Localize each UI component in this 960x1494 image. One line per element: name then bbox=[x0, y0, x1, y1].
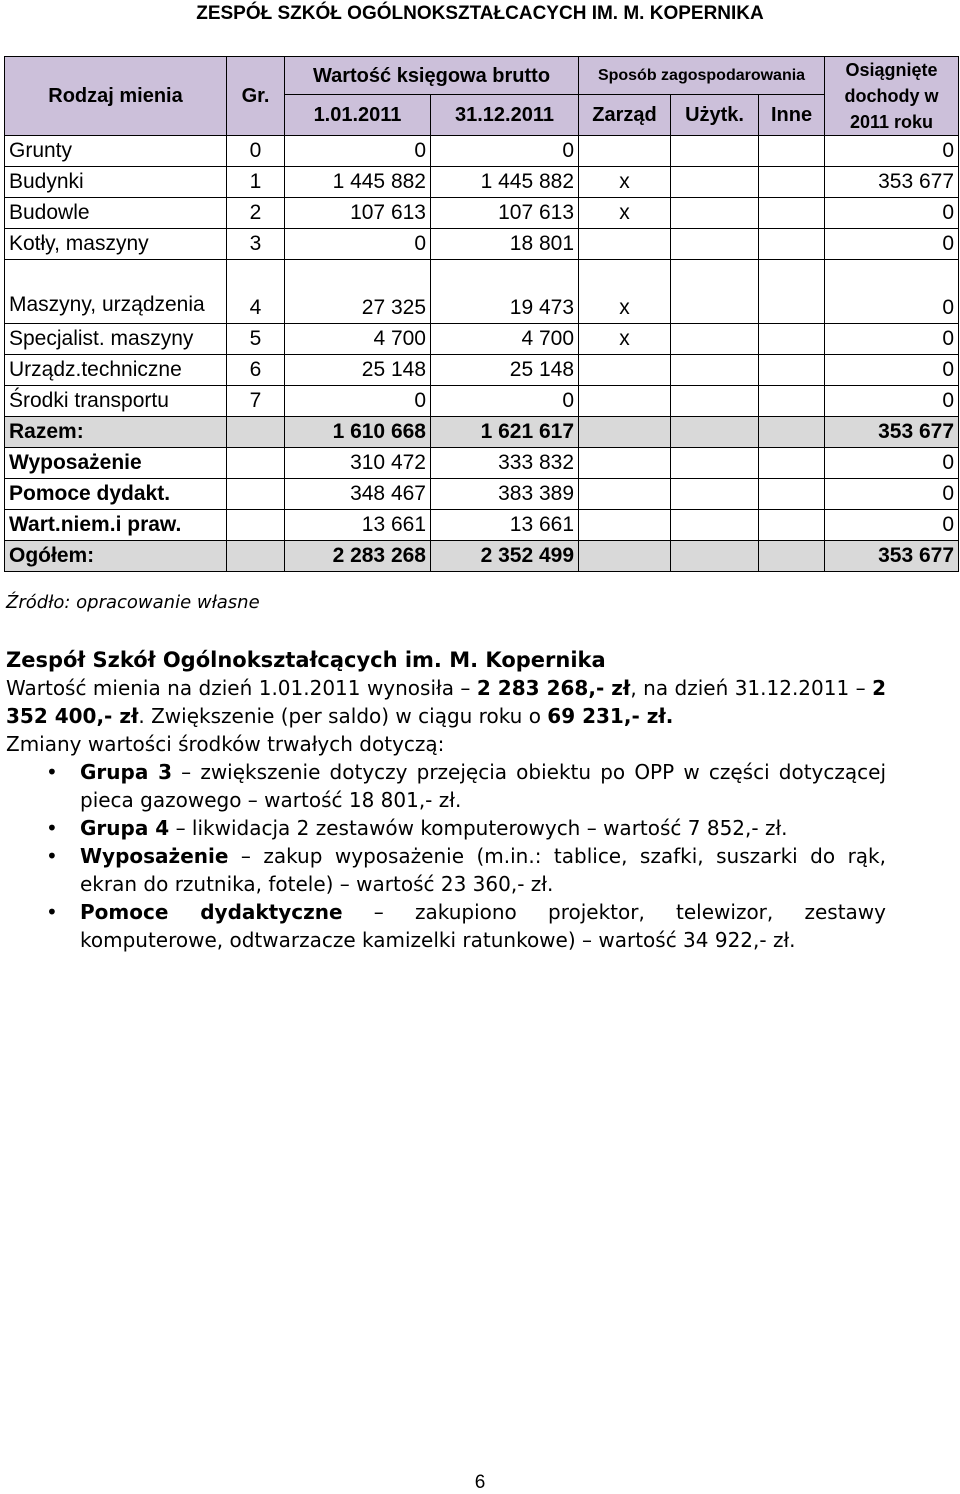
cell-name: Wyposażenie bbox=[5, 448, 227, 479]
cell-uzytk bbox=[671, 479, 759, 510]
list-item-title: Grupa 3 bbox=[80, 760, 173, 784]
cell-value-start: 107 613 bbox=[285, 198, 431, 229]
cell-inne bbox=[759, 541, 825, 572]
table-row bbox=[5, 260, 959, 324]
cell-inne bbox=[759, 167, 825, 198]
header-inne: Inne bbox=[759, 95, 825, 136]
cell-income: 353 677 bbox=[825, 417, 959, 448]
list-item-text: – zakup wyposażenie (m.in.: tablice, szafki, suszarki do rąk, ekran do rzutnika, fotele) – wartość 23 360,- zł. bbox=[80, 844, 886, 896]
cell-value-start: 348 467 bbox=[285, 479, 431, 510]
cell-uzytk bbox=[671, 167, 759, 198]
cell-inne bbox=[759, 229, 825, 260]
cell-uzytk bbox=[671, 260, 759, 324]
cell-income: 0 bbox=[825, 260, 959, 324]
cell-name: Specjalist. maszyny bbox=[5, 324, 227, 355]
header-group: Gr. bbox=[227, 57, 285, 136]
table-row bbox=[5, 324, 959, 355]
table-row bbox=[5, 136, 959, 167]
cell-inne bbox=[759, 510, 825, 541]
cell-group bbox=[227, 541, 285, 572]
cell-value-start: 0 bbox=[285, 136, 431, 167]
cell-zarzad: x bbox=[579, 198, 671, 229]
cell-inne bbox=[759, 479, 825, 510]
cell-zarzad bbox=[579, 136, 671, 167]
cell-income: 0 bbox=[825, 324, 959, 355]
cell-inne bbox=[759, 386, 825, 417]
cell-income: 0 bbox=[825, 510, 959, 541]
list-item-text: – likwidacja 2 zestawów komputerowych – wartość 7 852,- zł. bbox=[169, 816, 788, 840]
cell-zarzad: x bbox=[579, 167, 671, 198]
cell-group: 5 bbox=[227, 324, 285, 355]
cell-zarzad bbox=[579, 355, 671, 386]
body-text bbox=[6, 646, 886, 954]
cell-value-end: 18 801 bbox=[431, 229, 579, 260]
cell-income: 0 bbox=[825, 448, 959, 479]
cell-value-start: 1 445 882 bbox=[285, 167, 431, 198]
cell-name: Kotły, maszyny bbox=[5, 229, 227, 260]
cell-zarzad: x bbox=[579, 260, 671, 324]
header-uzytk: Użytk. bbox=[671, 95, 759, 136]
cell-value-end: 19 473 bbox=[431, 260, 579, 324]
cell-zarzad bbox=[579, 448, 671, 479]
cell-inne bbox=[759, 448, 825, 479]
table-row bbox=[5, 479, 959, 510]
table-row bbox=[5, 448, 959, 479]
list-item-title: Wyposażenie bbox=[80, 844, 229, 868]
cell-value-end: 107 613 bbox=[431, 198, 579, 229]
summary-text: . Zwiększenie (per saldo) w ciągu roku o bbox=[138, 704, 548, 728]
cell-value-start: 13 661 bbox=[285, 510, 431, 541]
cell-uzytk bbox=[671, 510, 759, 541]
cell-value-start: 310 472 bbox=[285, 448, 431, 479]
section-heading: Zespół Szkół Ogólnokształcących im. M. Kopernika bbox=[6, 648, 606, 672]
cell-group bbox=[227, 448, 285, 479]
cell-group: 6 bbox=[227, 355, 285, 386]
cell-name: Budowle bbox=[5, 198, 227, 229]
summary-text: Wartość mienia na dzień 1.01.2011 wynosiła – bbox=[6, 676, 477, 700]
cell-inne bbox=[759, 324, 825, 355]
value-summary-paragraph bbox=[6, 674, 886, 730]
header-date-end: 31.12.2011 bbox=[431, 95, 579, 136]
list-item bbox=[80, 814, 886, 842]
cell-name: Grunty bbox=[5, 136, 227, 167]
list-item bbox=[80, 842, 886, 898]
list-item-text: – zakupiono projektor, telewizor, zestawy komputerowe, odtwarzacze kamizelki ratunkowe) – wartość 34 922,- zł. bbox=[80, 900, 886, 952]
cell-inne bbox=[759, 417, 825, 448]
cell-uzytk bbox=[671, 541, 759, 572]
cell-value-end: 1 621 617 bbox=[431, 417, 579, 448]
cell-group: 4 bbox=[227, 260, 285, 324]
cell-name: Ogółem: bbox=[5, 541, 227, 572]
cell-group bbox=[227, 417, 285, 448]
cell-value-start: 0 bbox=[285, 386, 431, 417]
header-date-start: 1.01.2011 bbox=[285, 95, 431, 136]
table-row bbox=[5, 198, 959, 229]
summary-value-start: 2 283 268,- zł bbox=[476, 676, 631, 700]
cell-uzytk bbox=[671, 229, 759, 260]
header-gross-value: Wartość księgowa brutto bbox=[285, 57, 579, 95]
cell-name: Pomoce dydakt. bbox=[5, 479, 227, 510]
cell-value-start: 1 610 668 bbox=[285, 417, 431, 448]
cell-group bbox=[227, 510, 285, 541]
cell-uzytk bbox=[671, 386, 759, 417]
table-row bbox=[5, 386, 959, 417]
cell-value-start: 0 bbox=[285, 229, 431, 260]
list-item-title: Grupa 4 bbox=[80, 816, 170, 840]
header-income: Osiągnięte dochody w 2011 roku bbox=[825, 57, 959, 136]
cell-zarzad bbox=[579, 541, 671, 572]
cell-inne bbox=[759, 260, 825, 324]
cell-inne bbox=[759, 198, 825, 229]
cell-zarzad bbox=[579, 510, 671, 541]
table-row-total bbox=[5, 541, 959, 572]
cell-income: 0 bbox=[825, 136, 959, 167]
cell-inne bbox=[759, 136, 825, 167]
table-row bbox=[5, 510, 959, 541]
cell-group: 0 bbox=[227, 136, 285, 167]
cell-zarzad bbox=[579, 417, 671, 448]
cell-zarzad bbox=[579, 479, 671, 510]
table-row bbox=[5, 229, 959, 260]
cell-group: 3 bbox=[227, 229, 285, 260]
table-row-subtotal bbox=[5, 417, 959, 448]
cell-name: Środki transportu bbox=[5, 386, 227, 417]
cell-value-end: 0 bbox=[431, 386, 579, 417]
header-management: Sposób zagospodarowania bbox=[579, 57, 825, 95]
cell-income: 0 bbox=[825, 355, 959, 386]
page-title: ZESPÓŁ SZKÓŁ OGÓLNOKSZTAŁCACYCH IM. M. KOPERNIKA bbox=[196, 3, 764, 24]
cell-zarzad: x bbox=[579, 324, 671, 355]
summary-text: , na dzień 31.12.2011 – bbox=[630, 676, 873, 700]
cell-group: 2 bbox=[227, 198, 285, 229]
cell-zarzad bbox=[579, 386, 671, 417]
changes-intro: Zmiany wartości środków trwałych dotyczą: bbox=[6, 732, 445, 756]
cell-value-start: 25 148 bbox=[285, 355, 431, 386]
cell-name: Budynki bbox=[5, 167, 227, 198]
cell-income: 0 bbox=[825, 198, 959, 229]
cell-name: Wart.niem.i praw. bbox=[5, 510, 227, 541]
cell-group bbox=[227, 479, 285, 510]
changes-list bbox=[6, 758, 886, 954]
summary-value-end: 2 352 400,- zł bbox=[6, 676, 887, 728]
cell-value-start: 27 325 bbox=[285, 260, 431, 324]
cell-value-end: 2 352 499 bbox=[431, 541, 579, 572]
cell-income: 0 bbox=[825, 479, 959, 510]
header-type: Rodzaj mienia bbox=[5, 57, 227, 136]
cell-income: 353 677 bbox=[825, 167, 959, 198]
cell-group: 1 bbox=[227, 167, 285, 198]
cell-group: 7 bbox=[227, 386, 285, 417]
page-number: 6 bbox=[474, 1472, 486, 1493]
cell-uzytk bbox=[671, 324, 759, 355]
asset-table bbox=[4, 56, 959, 572]
cell-value-end: 0 bbox=[431, 136, 579, 167]
cell-uzytk bbox=[671, 448, 759, 479]
cell-value-start: 2 283 268 bbox=[285, 541, 431, 572]
cell-value-end: 4 700 bbox=[431, 324, 579, 355]
cell-name: Maszyny, urządzenia bbox=[5, 260, 227, 324]
cell-income: 0 bbox=[825, 386, 959, 417]
cell-uzytk bbox=[671, 355, 759, 386]
cell-uzytk bbox=[671, 417, 759, 448]
cell-name: Razem: bbox=[5, 417, 227, 448]
summary-increase: 69 231,- zł. bbox=[547, 704, 674, 728]
cell-name: Urządz.techniczne bbox=[5, 355, 227, 386]
header-zarzad: Zarząd bbox=[579, 95, 671, 136]
cell-zarzad bbox=[579, 229, 671, 260]
cell-value-end: 13 661 bbox=[431, 510, 579, 541]
cell-value-end: 383 389 bbox=[431, 479, 579, 510]
list-item-title: Pomoce dydaktyczne bbox=[80, 900, 343, 924]
cell-income: 0 bbox=[825, 229, 959, 260]
cell-value-end: 25 148 bbox=[431, 355, 579, 386]
cell-uzytk bbox=[671, 198, 759, 229]
cell-uzytk bbox=[671, 136, 759, 167]
source-note: Źródło: opracowanie własne bbox=[6, 592, 260, 613]
cell-value-end: 1 445 882 bbox=[431, 167, 579, 198]
cell-income: 353 677 bbox=[825, 541, 959, 572]
table-row bbox=[5, 355, 959, 386]
cell-value-end: 333 832 bbox=[431, 448, 579, 479]
list-item bbox=[80, 898, 886, 954]
list-item bbox=[80, 758, 886, 814]
list-item-text: – zwiększenie dotyczy przejęcia obiektu po OPP w części dotyczącej pieca gazowego – wartość 18 801,- zł. bbox=[80, 760, 886, 812]
cell-inne bbox=[759, 355, 825, 386]
cell-value-start: 4 700 bbox=[285, 324, 431, 355]
table-row bbox=[5, 167, 959, 198]
